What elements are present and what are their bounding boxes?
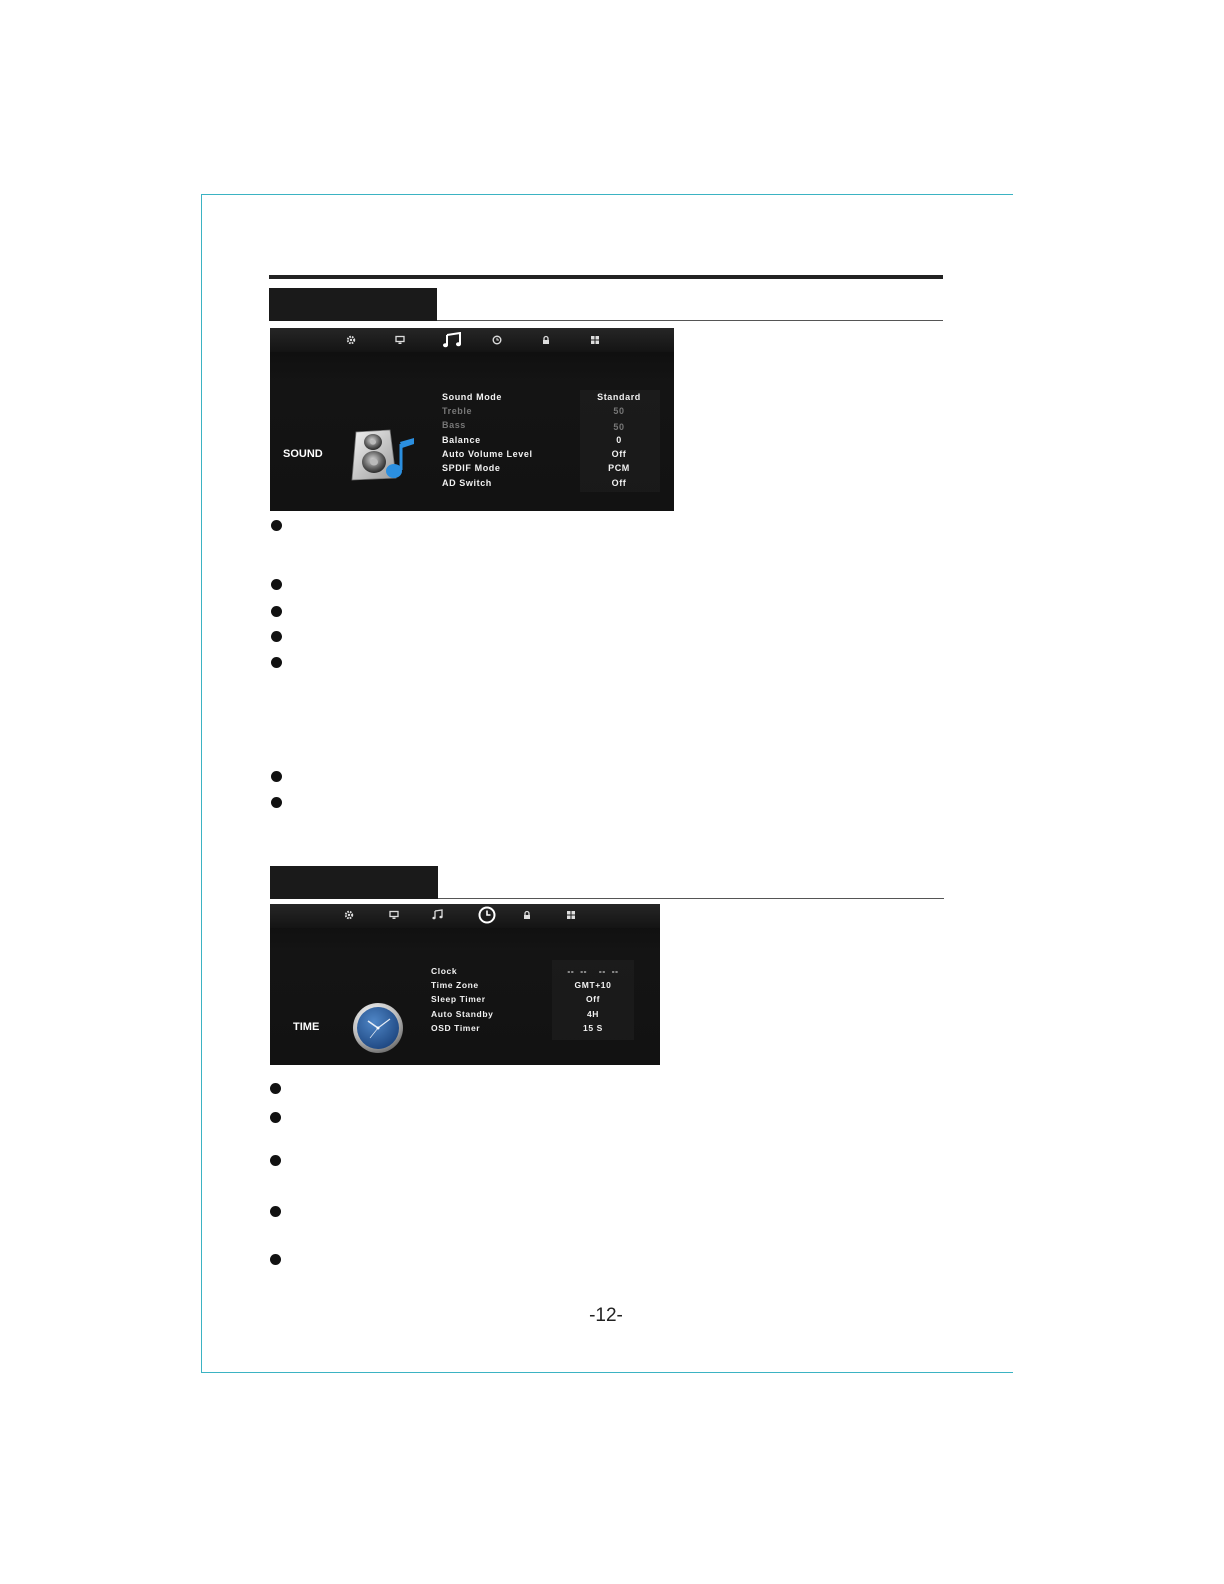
- auto-standby-label[interactable]: Auto Standby: [431, 1009, 494, 1019]
- sleep-timer-label[interactable]: Sleep Timer: [431, 994, 486, 1004]
- bullet-marker: [271, 657, 282, 668]
- bullet-marker: [270, 1083, 281, 1094]
- bullet-marker: [271, 606, 282, 617]
- bass-value: 50: [613, 422, 625, 432]
- time-section-rule: [438, 898, 944, 899]
- header-rule: [269, 275, 943, 279]
- time-menu-screen: [270, 904, 660, 1065]
- lock-icon[interactable]: [541, 335, 551, 345]
- speaker-icon: [350, 428, 418, 482]
- sound-menu-screen: [270, 328, 674, 511]
- clock-icon[interactable]: [492, 335, 502, 345]
- clock-icon[interactable]: [478, 906, 496, 924]
- time-menu-icon-bar: [270, 904, 660, 928]
- spdif-mode-label[interactable]: SPDIF Mode: [442, 463, 501, 473]
- sound-section-rule: [437, 320, 943, 321]
- time-zone-label[interactable]: Time Zone: [431, 980, 479, 990]
- bullet-marker: [270, 1112, 281, 1123]
- page-number: -12-: [589, 1305, 623, 1326]
- clock-value[interactable]: -- -- -- --: [567, 966, 619, 976]
- bullet-marker: [271, 520, 282, 531]
- bullet-marker: [271, 579, 282, 590]
- bullet-marker: [270, 1254, 281, 1265]
- treble-label: Treble: [442, 406, 473, 416]
- bullet-marker: [271, 771, 282, 782]
- auto-volume-level-value[interactable]: Off: [611, 449, 627, 459]
- lock-icon[interactable]: [522, 910, 532, 920]
- sound-menu-title: SOUND: [283, 448, 323, 460]
- music-note-icon[interactable]: [442, 332, 464, 348]
- frame-bottom-line: [201, 1372, 1013, 1373]
- ad-switch-label[interactable]: AD Switch: [442, 478, 492, 488]
- frame-left-line: [201, 194, 202, 1373]
- sleep-timer-value[interactable]: Off: [585, 994, 601, 1004]
- bullet-marker: [270, 1155, 281, 1166]
- clock-label[interactable]: Clock: [431, 966, 458, 976]
- spdif-mode-value[interactable]: PCM: [608, 463, 630, 473]
- sound-mode-value[interactable]: Standard: [597, 392, 641, 402]
- frame-top-line: [201, 194, 1013, 195]
- sound-mode-label[interactable]: Sound Mode: [442, 392, 502, 402]
- gear-icon[interactable]: [346, 335, 356, 345]
- music-note-icon[interactable]: [432, 909, 444, 920]
- time-menu-title: TIME: [293, 1021, 320, 1033]
- balance-label[interactable]: Balance: [442, 435, 481, 445]
- apps-grid-icon[interactable]: [590, 335, 600, 345]
- treble-value: 50: [613, 406, 625, 416]
- osd-timer-value[interactable]: 15 S: [583, 1023, 603, 1033]
- sound-section-tab: [269, 288, 437, 321]
- gear-icon[interactable]: [344, 910, 354, 920]
- bass-label: Bass: [442, 420, 466, 430]
- auto-volume-level-label[interactable]: Auto Volume Level: [442, 449, 533, 459]
- osd-timer-label[interactable]: OSD Timer: [431, 1023, 481, 1033]
- sound-menu-icon-bar: [270, 328, 674, 352]
- time-section-tab: [270, 866, 438, 899]
- clock-face-icon: [352, 1002, 404, 1054]
- bullet-marker: [271, 631, 282, 642]
- bullet-marker: [271, 797, 282, 808]
- auto-standby-value[interactable]: 4H: [586, 1009, 600, 1019]
- ad-switch-value[interactable]: Off: [611, 478, 627, 488]
- time-zone-value[interactable]: GMT+10: [574, 980, 612, 990]
- bullet-marker: [270, 1206, 281, 1217]
- balance-value[interactable]: 0: [616, 435, 622, 445]
- monitor-icon[interactable]: [389, 910, 399, 920]
- monitor-icon[interactable]: [395, 335, 405, 345]
- apps-grid-icon[interactable]: [566, 910, 576, 920]
